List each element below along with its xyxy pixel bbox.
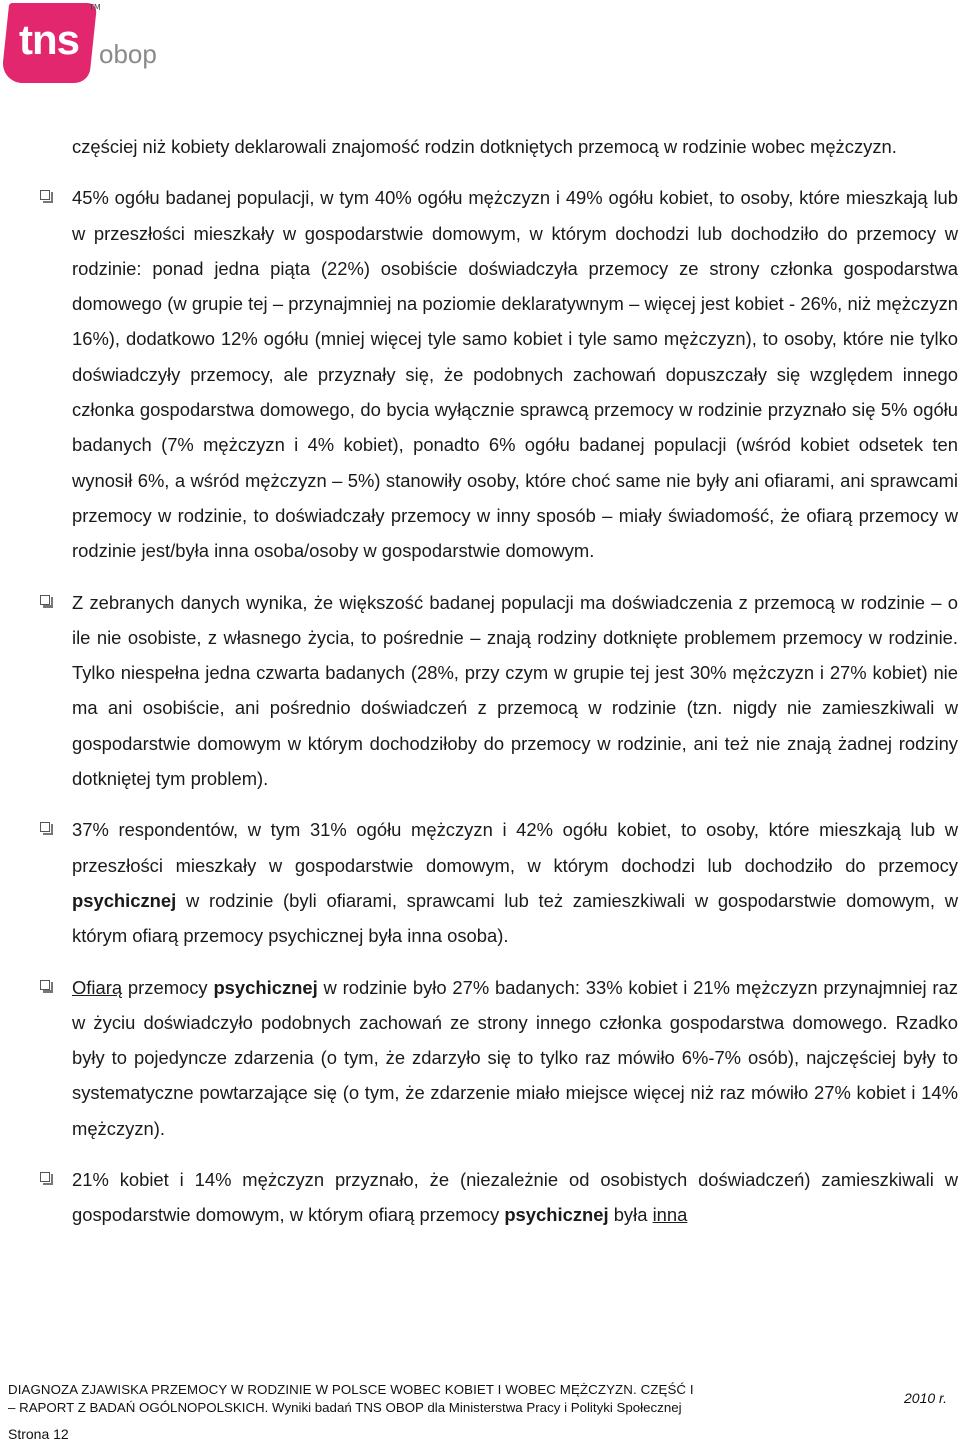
list-item: [72, 1162, 958, 1233]
footer-subtitle-rest: Wyniki badań TNS OBOP dla Ministerstwa Pracy i Polityki Społecznej: [268, 1400, 682, 1415]
list-item: [72, 970, 958, 1146]
list-item-text: 45% ogółu badanej populacji, w tym 40% ogółu mężczyzn i 49% ogółu kobiet, to osoby, które mieszkają lub w przeszłości mieszkały w gospodarstwie domowym, w którym dochodzi lub dochodziło do przemocy w rodzinie: ponad jedna piąta (22%) osobiście doświadczyła przemocy ze strony członka gospodarstwa domowego (w grupie tej – przynajmniej na poziomie deklaratywnym – więcej jest kobiet - 26%, niż mężczyzn 16%), dodatkowo 12% ogółu (mniej więcej tyle samo kobiet i tyle samo mężczyzn), to osoby, które nie tylko doświadczyły przemocy, ale przyznały się, że podobnych zachowań dopuszczały się względem innego członka gospodarstwa domowego, do bycia wyłącznie sprawcą przemocy w rodzinie przyznało się 5% ogółu badanych (7% mężczyzn i 4% kobiet), ponadto 6% ogółu badanej populacji (wśród kobiet odsetek ten wynosił 6%, a wśród mężczyzn – 5%) stanowiły osoby, które choć same nie były ani ofiarami, ani sprawcami przemocy w rodzinie, to doświadczały przemocy w inny sposób – miały świadomość, że ofiarą przemocy w rodzinie jest/była inna osoba/osoby w gospodarstwie domowym.: [72, 187, 958, 562]
checkbox-bullet-icon: [40, 190, 50, 200]
logo-trademark: TM: [89, 3, 101, 12]
bold-term: psychicznej: [504, 1204, 609, 1226]
checkbox-bullet-icon: [40, 980, 50, 990]
list-item: [72, 180, 958, 568]
text-segment: 37% respondentów, w tym 31% ogółu mężczyzn i 42% ogółu kobiet, to osoby, które mieszkają lub w przeszłości mieszkały w gospodarstwie domowym, w którym dochodzi lub dochodziło do przemocy: [72, 819, 958, 876]
list-item-text: [72, 970, 958, 1146]
list-item-text: [72, 812, 958, 953]
checkbox-bullet-icon: [40, 1172, 50, 1182]
intro-paragraph: częściej niż kobiety deklarowali znajomość rodzin dotkniętych przemocą w rodzinie wobec mężczyzn.: [72, 136, 897, 157]
checkbox-bullet-icon: [40, 822, 50, 832]
logo-brand: tns: [19, 16, 79, 63]
underlined-term: inna: [652, 1204, 688, 1226]
text-segment: w rodzinie było 27% badanych: 33% kobiet i 21% mężczyzn przynajmniej raz w życiu doświadczyło podobnych zachowań ze strony innego członka gospodarstwa domowego. Rzadko były to pojedyncze zdarzenia (o tym, że zdarzyło się to tylko raz mówiło 6%-7% osób), najczęściej były to systematyczne powtarzające się (o tym, że zdarzenie miało miejsce więcej niż raz mówiło 27% kobiet i 14% mężczyzn).: [72, 976, 958, 1139]
list-item: [72, 812, 958, 953]
logo-sub: obop: [99, 39, 157, 69]
tns-obop-logo: [5, 3, 175, 85]
checkbox-bullet-icon: [40, 595, 50, 605]
list-item-text: Z zebranych danych wynika, że większość badanej populacji ma doświadczenia z przemocą w rodzinie – o ile nie osobiste, z własnego życia, to pośrednie – znają rodziny dotknięte problemem przemocy w rodzinie. Tylko niespełna jedna czwarta badanych (28%, przy czym w grupie tej jest 30% mężczyzn i 27% kobiet) nie ma ani osobiście, ani pośrednio doświadczeń z przemocą w rodzinie (tzn. nigdy nie zamieszkiwali w gospodarstwie domowym w którym dochodziłoby do przemocy w rodzinie, ani też nie znają żadnej rodziny dotkniętej tym problem).: [72, 591, 958, 790]
bold-term: psychicznej: [213, 976, 318, 998]
page-number: Strona 12: [8, 1426, 69, 1442]
text-segment: przemocy: [122, 976, 214, 998]
footer-year: 2010 r.: [904, 1390, 948, 1406]
list-item: [72, 585, 958, 797]
bold-term: psychicznej: [72, 889, 177, 911]
footer-subtitle-prefix: – RAPORT Z BADAŃ OGÓLNOPOLSKICH.: [8, 1400, 269, 1415]
footer-title: DIAGNOZA ZJAWISKA PRZEMOCY W RODZINIE W POLSCE WOBEC KOBIET I WOBEC MĘŻCZYZN. CZĘŚĆ I: [8, 1382, 694, 1397]
document-body: [72, 129, 958, 1249]
text-segment: była: [608, 1204, 653, 1226]
text-segment: w rodzinie (byli ofiarami, sprawcami lub też zamieszkiwali w gospodarstwie domowym, w którym ofiarą przemocy psychicznej była inna osoba).: [72, 889, 958, 947]
text-segment: 21% kobiet i 14% mężczyzn przyznało, że (niezależnie od osobistych doświadczeń) zamieszkiwali w gospodarstwie domowym, w którym ofiarą przemocy: [72, 1169, 958, 1226]
list-item-text: [72, 1162, 958, 1233]
underlined-term: Ofiarą: [72, 976, 123, 998]
footer-subtitle: [8, 1400, 682, 1415]
